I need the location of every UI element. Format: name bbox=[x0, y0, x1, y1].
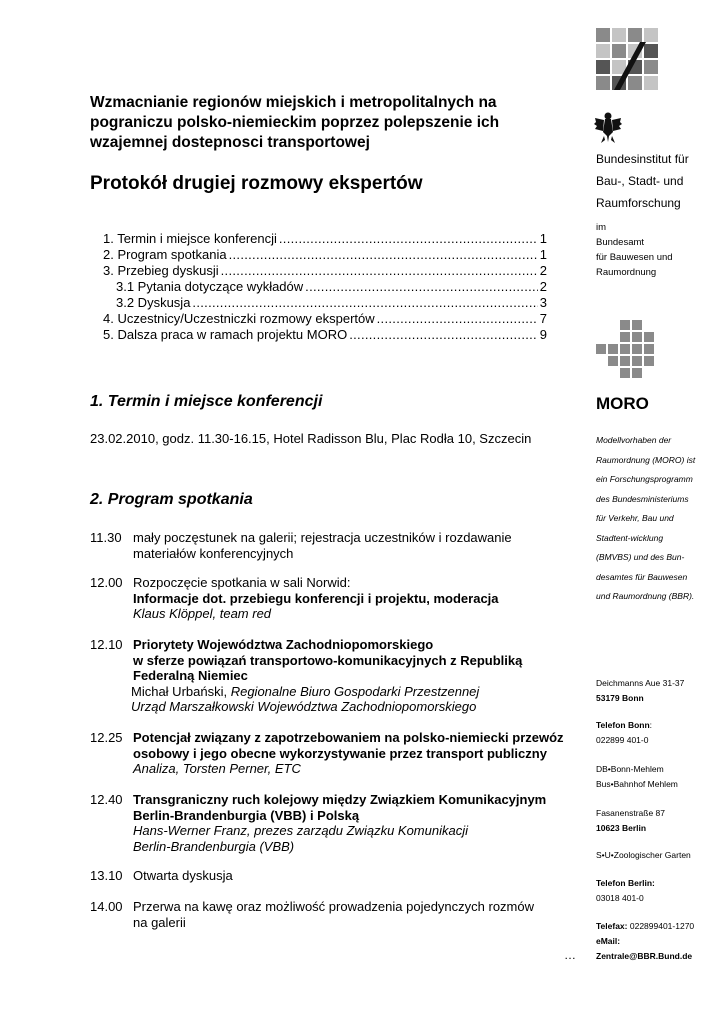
toc-page: 1 bbox=[539, 231, 547, 246]
section-1-heading: 1. Termin i miejsce konferencji bbox=[90, 393, 323, 410]
toc-item[interactable] bbox=[103, 279, 547, 295]
schedule-text: na galerii bbox=[133, 914, 186, 930]
moro-description-line: Modellvorhaben der bbox=[596, 435, 672, 445]
contact-block bbox=[596, 919, 694, 964]
institute-line: Bundesinstitut für bbox=[596, 152, 689, 166]
table-of-contents bbox=[103, 231, 547, 343]
schedule-topic: Priorytety Województwa Zachodniopomorskiego bbox=[133, 637, 434, 652]
moro-description-line: Stadtent-wicklung bbox=[596, 532, 664, 543]
toc-label: 1. Termin i miejsce konferencji bbox=[103, 231, 277, 246]
moro-description-line: desamtes für Bauwesen bbox=[596, 571, 688, 582]
schedule-text: Otwarta dyskusja bbox=[133, 868, 233, 883]
schedule-speaker: Michał Urbański, bbox=[131, 683, 231, 699]
phone-label: Telefon Bonn bbox=[596, 720, 650, 730]
bbr-logo-icon bbox=[596, 28, 658, 90]
toc-label: 5. Dalsza praca w ramach projektu MORO bbox=[103, 327, 348, 342]
moro-description-line: und Raumordnung (BBR). bbox=[596, 591, 695, 601]
toc-item[interactable] bbox=[103, 295, 547, 311]
schedule-speaker: Klaus Klöppel, team red bbox=[133, 606, 272, 621]
section-2-heading: 2. Program spotkania bbox=[90, 491, 253, 508]
toc-label: 3. Przebieg dyskusji bbox=[103, 263, 219, 278]
schedule-time: 14.00 bbox=[90, 899, 123, 914]
phone-colon: : bbox=[649, 720, 653, 730]
document-title: Protokół drugiej rozmowy ekspertów bbox=[90, 173, 423, 194]
institute-sub-line: für Bauwesen und bbox=[596, 252, 673, 263]
schedule-speaker: Analiza, Torsten Perner, ETC bbox=[133, 761, 301, 776]
toc-label: 2. Program spotkania bbox=[103, 247, 227, 262]
fax-number[interactable]: 022899401-1270 bbox=[627, 921, 695, 931]
toc-item[interactable] bbox=[103, 311, 547, 327]
moro-description-line: (BMVBS) und des Bun- bbox=[596, 552, 685, 562]
institute-line: Bau-, Stadt- und bbox=[596, 174, 684, 188]
moro-description-line: Raumordnung (MORO) ist bbox=[596, 454, 696, 465]
toc-page: 1 bbox=[539, 247, 547, 262]
address-street: Deichmanns Aue 31-37 bbox=[596, 678, 685, 688]
toc-label: 3.2 Dyskusja bbox=[116, 295, 191, 310]
schedule-topic: Informacje dot. przebiegu konferencji i projektu, moderacja bbox=[133, 590, 499, 606]
transit-line: DB•Bonn-Mehlem bbox=[596, 764, 664, 774]
toc-page: 3 bbox=[539, 295, 547, 310]
bonn-transit bbox=[596, 762, 678, 792]
schedule-speaker-org: Urząd Marszałkowski Województwa Zachodniopomorskiego bbox=[131, 699, 477, 714]
phone-number[interactable]: 03018 401-0 bbox=[596, 893, 644, 903]
schedule-speaker: Berlin-Brandenburgia (VBB) bbox=[133, 838, 295, 854]
phone-label: Telefon Berlin: bbox=[596, 878, 655, 888]
schedule-time: 12.10 bbox=[90, 637, 123, 652]
schedule-text: Przerwa na kawę oraz możliwość prowadzenia pojedynczych rozmów bbox=[133, 899, 535, 914]
institute-name bbox=[596, 148, 689, 214]
moro-label: MORO bbox=[596, 394, 649, 413]
institute-line: Raumforschung bbox=[596, 196, 681, 210]
toc-page: 2 bbox=[539, 263, 547, 278]
transit-line: Bus•Bahnhof Mehlem bbox=[596, 779, 678, 789]
address-city: 53179 Bonn bbox=[596, 693, 644, 703]
toc-page: 7 bbox=[539, 311, 547, 326]
berlin-address bbox=[596, 806, 665, 836]
main-title: Wzmacnianie regionów miejskich i metropolitalnych na pograniczu polsko-niemieckim poprzez polepszenie ich wzajemnej dostepnosci transportowej bbox=[90, 94, 500, 151]
toc-label: 4. Uczestnicy/Uczestniczki rozmowy ekspertów bbox=[103, 311, 375, 326]
continuation-ellipsis: … bbox=[564, 948, 576, 962]
moro-description-line: ein Forschungsprogramm bbox=[596, 474, 693, 484]
schedule-text: materiałów konferencyjnych bbox=[133, 545, 294, 561]
institute-sub-line: Raumordnung bbox=[596, 267, 657, 278]
toc-page: 9 bbox=[539, 327, 547, 342]
moro-description bbox=[596, 431, 706, 607]
schedule-time: 12.40 bbox=[90, 792, 123, 807]
moro-logo-icon bbox=[596, 320, 658, 380]
institute-sub-line: Bundesamt bbox=[596, 237, 645, 248]
schedule-topic: Transgraniczny ruch kolejowy między Związkiem Komunikacyjnym bbox=[133, 792, 547, 807]
schedule-topic: osobowy i jego obecne wykorzystywanie przez transport publiczny bbox=[133, 745, 547, 761]
schedule-topic: Berlin-Brandenburgia (VBB) i Polską bbox=[133, 807, 360, 823]
moro-description-line: für Verkehr, Bau und bbox=[596, 513, 674, 523]
schedule-time: 12.25 bbox=[90, 730, 123, 745]
federal-eagle-icon bbox=[593, 110, 623, 144]
schedule-text: mały poczęstunek na galerii; rejestracja uczestników i rozdawanie bbox=[133, 530, 512, 545]
toc-item[interactable] bbox=[103, 327, 547, 343]
schedule-text: Rozpoczęcie spotkania w sali Norwid: bbox=[133, 575, 351, 590]
toc-item[interactable] bbox=[103, 263, 547, 279]
phone-number[interactable]: 022899 401-0 bbox=[596, 735, 649, 745]
toc-item[interactable] bbox=[103, 231, 547, 247]
schedule-topic: Potencjał związany z zapotrzebowaniem na polsko-niemiecki przewóz bbox=[133, 730, 564, 745]
bonn-address bbox=[596, 676, 684, 706]
berlin-phone bbox=[596, 876, 655, 906]
moro-description-line: des Bundesministeriums bbox=[596, 493, 689, 504]
institute-subtitle bbox=[596, 220, 673, 280]
toc-page: 2 bbox=[539, 279, 547, 294]
toc-label: 3.1 Pytania dotyczące wykładów bbox=[116, 279, 304, 294]
schedule-topic: w sferze powiązań transportowo-komunikacyjnych z Republiką bbox=[133, 652, 523, 668]
schedule-speaker-org: Regionalne Biuro Gospodarki Przestzennej bbox=[230, 683, 480, 699]
address-city: 10623 Berlin bbox=[596, 823, 647, 833]
schedule-topic: Federalną Niemiec bbox=[133, 668, 248, 683]
toc-item[interactable] bbox=[103, 247, 547, 263]
email-label: eMail: bbox=[596, 936, 621, 946]
schedule-time: 12.00 bbox=[90, 575, 123, 590]
email-address[interactable]: Zentrale@BBR.Bund.de bbox=[596, 951, 693, 961]
schedule-time: 11.30 bbox=[90, 530, 122, 545]
schedule-time: 13.10 bbox=[90, 868, 123, 883]
berlin-transit: S•U•Zoologischer Garten bbox=[596, 850, 691, 860]
schedule-speaker: Hans-Werner Franz, prezes zarządu Związku Komunikacji bbox=[133, 823, 468, 838]
section-1-text: 23.02.2010, godz. 11.30-16.15, Hotel Radisson Blu, Plac Rodła 10, Szczecin bbox=[90, 431, 532, 446]
bonn-phone bbox=[596, 718, 652, 748]
institute-sub-line: im bbox=[596, 222, 607, 233]
fax-label: Telefax: bbox=[596, 921, 628, 931]
address-street: Fasanenstraße 87 bbox=[596, 808, 665, 818]
